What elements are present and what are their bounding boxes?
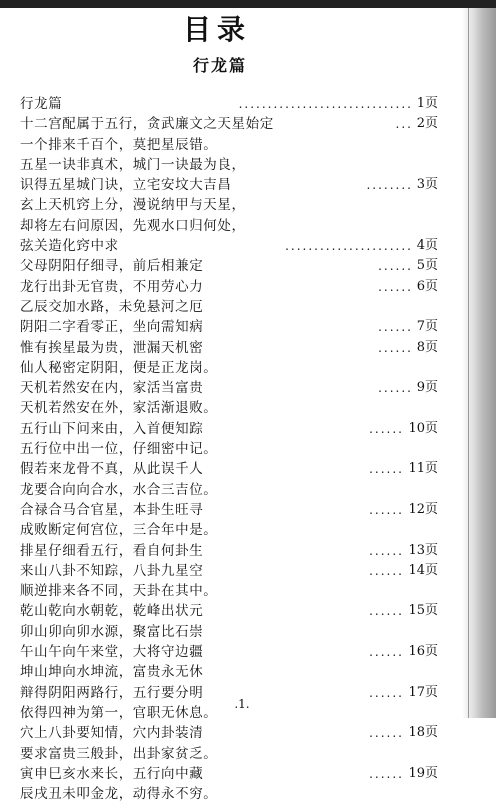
toc-entry[interactable] xyxy=(20,480,438,500)
toc-entry[interactable] xyxy=(20,601,438,621)
toc-page-number: 19 xyxy=(408,765,425,781)
toc-leader-dots: ...................... xyxy=(285,239,413,254)
toc-leader-dots: ...... xyxy=(369,502,404,517)
toc-entry[interactable] xyxy=(20,500,438,520)
toc-page-number: 18 xyxy=(408,725,425,741)
toc-leader-dots: ...... xyxy=(369,563,404,578)
toc-page-ref xyxy=(408,601,438,621)
toc-leader-dots: ...... xyxy=(369,462,404,477)
toc-entry[interactable] xyxy=(20,723,438,743)
toc-page-number: 9 xyxy=(416,380,425,396)
toc-entry[interactable] xyxy=(20,317,438,337)
toc-entry-text: 顺逆排来各不同，天卦在其中。 xyxy=(20,583,218,600)
toc-entry[interactable] xyxy=(20,277,438,297)
toc-leader-dots: ...... xyxy=(369,543,404,558)
toc-entry-text: 仙人秘密定阴阳，便是正龙岗。 xyxy=(20,359,218,376)
toc-page-ref xyxy=(417,317,438,337)
toc-entry-text: 父母阴阳仔细寻，前后相兼定 xyxy=(20,258,204,275)
toc-leader-dots: ...... xyxy=(369,604,404,619)
toc-entry-text: 坤山坤向水坤流，富贵永无休 xyxy=(20,664,204,681)
toc-leader-dots: ...... xyxy=(369,726,404,741)
section-subtitle: 行龙篇 xyxy=(192,56,247,75)
toc-page-unit: 页 xyxy=(424,96,438,111)
toc-entry-text: 弦关造化窍中求 xyxy=(20,238,119,255)
toc-leader-dots: ...... xyxy=(378,320,413,335)
toc-entry[interactable] xyxy=(20,784,438,804)
toc-leader-dots: ...... xyxy=(378,340,413,355)
toc-page-ref xyxy=(408,723,438,743)
toc-entry-text: 成败断定何宫位，三合年中是。 xyxy=(20,522,218,539)
toc-page-unit: 页 xyxy=(424,765,438,781)
toc-page-ref xyxy=(408,561,438,581)
toc-page-unit: 页 xyxy=(424,420,438,436)
toc-page-number: 7 xyxy=(416,319,425,335)
toc-page-number: 2 xyxy=(416,116,425,132)
toc-entry[interactable] xyxy=(20,744,438,764)
toc-entry[interactable] xyxy=(20,155,438,175)
toc-entry[interactable] xyxy=(20,297,438,317)
toc-page-ref xyxy=(417,114,438,134)
toc-leader-dots: ...... xyxy=(369,645,404,660)
toc-entry-text: 卯山卯向卯水源，聚富比石崇 xyxy=(20,623,204,640)
toc-page-ref xyxy=(417,378,438,398)
toc-page-unit: 页 xyxy=(424,644,438,660)
toc-page-unit: 页 xyxy=(424,339,438,355)
toc-page-number: 14 xyxy=(408,562,425,578)
toc-page-unit: 页 xyxy=(424,461,438,477)
toc-entry-text: 乾山乾向水朝乾，乾峰出状元 xyxy=(20,603,204,620)
toc-page-unit: 页 xyxy=(424,116,438,132)
toc-entry[interactable] xyxy=(20,439,438,459)
toc-page-number: 13 xyxy=(408,542,425,558)
toc-entry[interactable] xyxy=(20,541,438,561)
toc-page-ref xyxy=(408,541,438,561)
toc-entry-text: 假若来龙骨不真，从此误千人 xyxy=(20,461,204,478)
toc-entry-text: 辰戌丑未叩金龙，动得永不穷。 xyxy=(20,786,218,803)
toc-entry[interactable] xyxy=(20,216,438,236)
toc-page-unit: 页 xyxy=(424,562,438,578)
toc-entry-text: 行龙篇 xyxy=(20,96,63,112)
toc-entry-text: 乙辰交加水路，未免悬河之厄 xyxy=(20,298,204,315)
toc-entry-text: 玄上天机窍上分，漫说纳甲与天星， xyxy=(20,197,246,214)
toc-page-ref xyxy=(417,94,438,114)
toc-page-number: 5 xyxy=(416,258,425,274)
page-edge-shadow xyxy=(462,8,496,718)
toc-entry-text: 合禄合马合官星，本卦生旺寻 xyxy=(20,501,204,518)
toc-page-ref xyxy=(408,419,438,439)
toc-page-number: 10 xyxy=(408,420,425,436)
toc-page-ref xyxy=(417,236,438,256)
toc-page-number: 11 xyxy=(408,461,425,477)
toc-entry[interactable] xyxy=(20,622,438,642)
toc-page-number: 12 xyxy=(408,501,425,517)
toc-entry[interactable] xyxy=(20,398,438,418)
toc-leader-dots: ...... xyxy=(378,279,413,294)
toc-entry-text: 要求富贵三般卦，出卦家贫乏。 xyxy=(20,745,218,762)
toc-page-unit: 页 xyxy=(424,501,438,517)
toc-leader-dots: ...... xyxy=(378,259,413,274)
toc-entry-text: 辩得阴阳两路行，五行要分明 xyxy=(20,684,204,701)
toc-page-unit: 页 xyxy=(424,603,438,619)
toc-page-unit: 页 xyxy=(424,319,438,335)
toc-entry-text: 来山八卦不知踪，八卦九星空 xyxy=(20,562,204,579)
toc-entry-text: 寅申巳亥水来长，五行向中藏 xyxy=(20,765,204,782)
toc-entry-text: 却将左右问原因，先观水口归何处， xyxy=(20,217,246,234)
toc-page-unit: 页 xyxy=(424,684,438,700)
toc-page-unit: 页 xyxy=(424,258,438,274)
toc-entry[interactable] xyxy=(20,236,438,256)
toc-page-ref xyxy=(417,277,438,297)
toc-leader-dots: ...... xyxy=(369,766,404,781)
toc-entry-text: 阴阳二字看零正，坐向需知病 xyxy=(20,319,204,336)
toc-entry[interactable] xyxy=(20,662,438,682)
toc-page-ref xyxy=(417,256,438,276)
toc-entry[interactable] xyxy=(20,94,438,114)
toc-leader-dots: .............................. xyxy=(238,97,413,111)
toc-page-number: 6 xyxy=(416,278,425,294)
toc-entry[interactable] xyxy=(20,338,438,358)
toc-leader-dots: ... xyxy=(395,117,413,132)
toc-entry-text: 依得四神为第一，官职无休息。 xyxy=(20,704,218,721)
toc-page-ref xyxy=(417,175,438,195)
toc-entry[interactable] xyxy=(20,561,438,581)
toc-page-unit: 页 xyxy=(424,380,438,396)
toc-entry-text: 惟有挨星最为贵，泄漏天机密 xyxy=(20,339,204,356)
toc-entry-text: 十二宫配属于五行，贪武廉文之天星始定 xyxy=(20,116,274,133)
top-border xyxy=(0,0,496,8)
toc-page-number: 1 xyxy=(416,96,425,111)
toc-entry[interactable] xyxy=(20,114,438,134)
toc-page-number: 8 xyxy=(416,339,425,355)
toc-entry[interactable] xyxy=(20,642,438,662)
toc-entry[interactable] xyxy=(20,581,438,601)
toc-page-unit: 页 xyxy=(424,278,438,294)
toc-page-number: 3 xyxy=(416,177,425,193)
toc-page-number: 16 xyxy=(408,644,425,660)
toc-leader-dots: ........ xyxy=(366,178,413,193)
toc-entry[interactable] xyxy=(20,378,438,398)
toc-entry[interactable] xyxy=(20,256,438,276)
toc-entry-text: 五星一诀非真术，城门一诀最为良， xyxy=(20,156,246,173)
toc-entry-text: 天机若然安在外，家活渐退败。 xyxy=(20,400,218,417)
toc-page-ref xyxy=(408,764,438,784)
toc-page-number: 4 xyxy=(416,238,425,254)
toc-entry-text: 识得五星城门诀，立宅安坟大吉昌 xyxy=(20,177,232,194)
toc-page-unit: 页 xyxy=(424,725,438,741)
toc-page-number: 15 xyxy=(408,603,425,619)
toc-entry[interactable] xyxy=(20,358,438,378)
toc-entry-text: 排星仔细看五行，看自何卦生 xyxy=(20,542,204,559)
toc-page-ref xyxy=(417,338,438,358)
toc-page-ref xyxy=(408,459,438,479)
toc-page-ref xyxy=(408,683,438,703)
toc-page-unit: 页 xyxy=(424,177,438,193)
page-title: 目录 xyxy=(182,13,251,46)
page-number-footer: .1. xyxy=(234,697,250,711)
toc-entry-text: 五行位中出一位，仔细密中记。 xyxy=(20,441,218,458)
toc-entry[interactable] xyxy=(20,520,438,540)
toc-leader-dots: ...... xyxy=(369,685,404,700)
toc-entry[interactable] xyxy=(20,459,438,479)
toc-entry-text: 龙行出卦无官贵，不用劳心力 xyxy=(20,278,204,295)
toc-entry[interactable] xyxy=(20,764,438,784)
toc-leader-dots: ...... xyxy=(378,381,413,396)
toc-entry-text: 龙要合向向合水，水合三吉位。 xyxy=(20,481,218,498)
toc-entry[interactable] xyxy=(20,175,438,195)
toc-page-ref xyxy=(408,500,438,520)
toc-entry-text: 午山午向午来堂，大将守边疆 xyxy=(20,644,204,661)
toc-entry[interactable] xyxy=(20,135,438,155)
toc-entry-text: 天机若然安在内，家活当富贵 xyxy=(20,380,204,397)
toc-entry-text: 一个排来千百个，莫把星辰错。 xyxy=(20,136,218,153)
toc-page-unit: 页 xyxy=(424,238,438,254)
toc-page-ref xyxy=(408,642,438,662)
toc-entry-text: 五行山下问来由，入首便知踪 xyxy=(20,420,204,437)
toc-leader-dots: ...... xyxy=(369,421,404,436)
toc-entry[interactable] xyxy=(20,419,438,439)
toc-entry[interactable] xyxy=(20,195,438,215)
toc-page-unit: 页 xyxy=(424,542,438,558)
toc-entry-text: 穴上八卦要知情，穴内卦装清 xyxy=(20,725,204,742)
toc-page-number: 17 xyxy=(408,684,425,700)
